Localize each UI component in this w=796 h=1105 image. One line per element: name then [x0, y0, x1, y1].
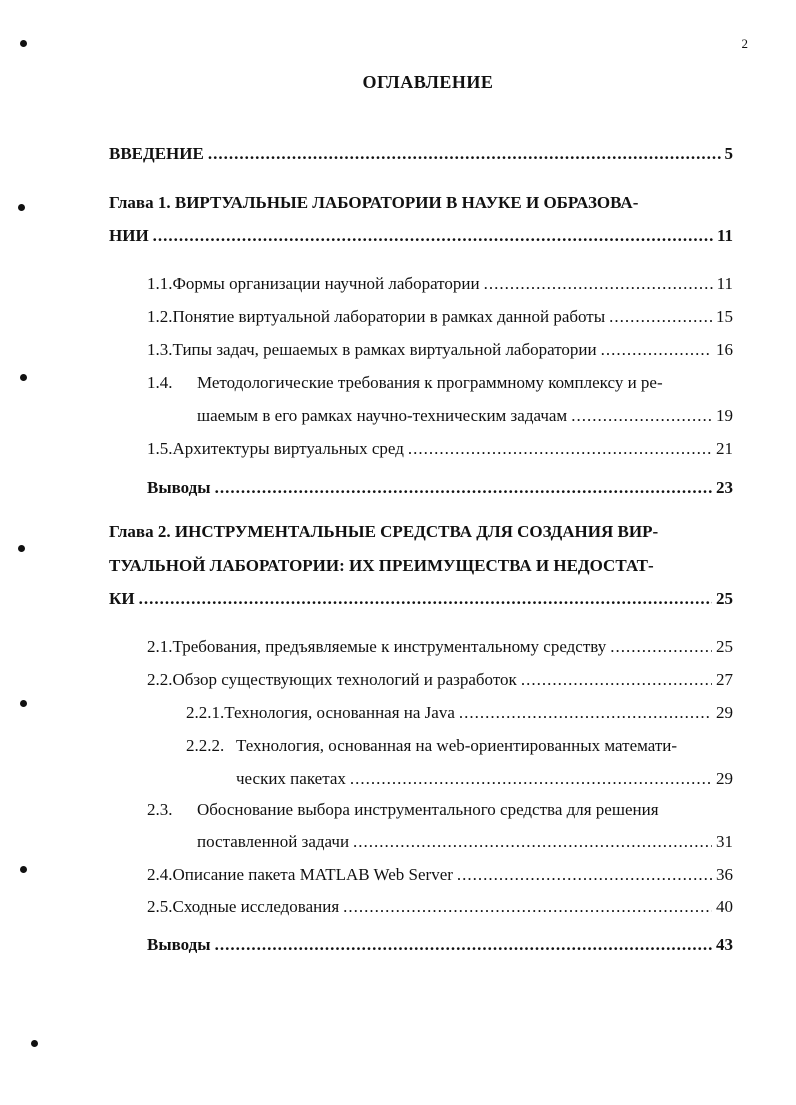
toc-section-number: 1.5. [147, 439, 173, 458]
leader-dots [215, 478, 712, 498]
toc-subsection-2-2-2-cont[interactable] [236, 769, 733, 793]
toc-summary-text: Выводы [147, 935, 211, 954]
toc-page-number: 11 [716, 226, 733, 245]
toc-section-2-2[interactable] [147, 670, 733, 694]
toc-section-1-5[interactable] [147, 439, 733, 463]
toc-section-2-1[interactable] [147, 637, 733, 661]
toc-chapter-title: Глава 2. ИНСТРУМЕНТАЛЬНЫЕ СРЕДСТВА ДЛЯ СОЗДАНИЯ ВИР- [109, 522, 659, 541]
toc-section-text-cont: поставленной задачи [197, 832, 350, 851]
page-number: 2 [741, 36, 748, 51]
toc-section-text: Сходные исследования [172, 897, 340, 916]
toc-page-number: 25 [716, 637, 733, 656]
binding-hole-mark [20, 700, 27, 707]
toc-chapter-1-line1[interactable] [109, 193, 638, 217]
leader-dots [484, 274, 713, 294]
toc-section-1-2[interactable] [147, 307, 733, 331]
leader-dots [609, 307, 712, 327]
leader-dots [208, 144, 721, 164]
toc-chapter-title: Глава 1. ВИРТУАЛЬНЫЕ ЛАБОРАТОРИИ В НАУКЕ И ОБРАЗОВА- [109, 193, 639, 212]
toc-section-text: Типы задач, решаемых в рамках виртуальной лаборатории [172, 340, 597, 359]
toc-chapter-title-cont: КИ [109, 589, 135, 608]
binding-hole-mark [20, 374, 27, 381]
toc-page-number: 11 [716, 274, 733, 293]
leader-dots [139, 589, 712, 609]
toc-page-number: 16 [716, 340, 733, 359]
leader-dots [408, 439, 712, 459]
leader-dots [571, 406, 712, 426]
toc-page-number: 36 [716, 865, 733, 884]
toc-section-text-cont: ческих пакетах [236, 769, 346, 788]
leader-dots [457, 865, 712, 885]
toc-page-number: 29 [716, 769, 733, 788]
leader-dots [153, 226, 713, 246]
toc-section-number: 1.4. [147, 373, 173, 392]
leader-dots [521, 670, 712, 690]
toc-page-number: 25 [716, 589, 733, 608]
toc-section-number: 2.5. [147, 897, 173, 916]
leader-dots [459, 703, 712, 723]
toc-chapter-1-line2[interactable] [109, 226, 733, 250]
toc-section-number: 2.1. [147, 637, 173, 656]
toc-section-2-5[interactable] [147, 897, 733, 921]
toc-section-1-4-cont[interactable] [197, 406, 733, 430]
toc-page-number: 40 [716, 897, 733, 916]
binding-hole-mark [31, 1040, 38, 1047]
toc-page-number: 19 [716, 406, 733, 425]
toc-section-1-3[interactable] [147, 340, 733, 364]
toc-chapter-2-line2[interactable] [109, 556, 654, 580]
binding-hole-mark [18, 204, 25, 211]
toc-summary-text: Выводы [147, 478, 211, 497]
toc-chapter-title-cont: НИИ [109, 226, 149, 245]
toc-section-text-cont: шаемым в его рамках научно-техническим задачам [197, 406, 568, 425]
leader-dots [343, 897, 712, 917]
toc-section-text: Требования, предъявляемые к инструментальному средству [172, 637, 607, 656]
toc-section-number: 1.2. [147, 307, 173, 326]
toc-section-1-4[interactable] [147, 373, 663, 397]
toc-section-text: Методологические требования к программному комплексу и ре- [197, 373, 663, 392]
toc-page-number: 29 [716, 703, 733, 722]
toc-section-number: 1.3. [147, 340, 173, 359]
toc-page-number: 21 [716, 439, 733, 458]
toc-chapter-2-line3[interactable] [109, 589, 733, 613]
leader-dots [601, 340, 712, 360]
toc-section-number: 2.3. [147, 800, 173, 819]
toc-section-number: 1.1. [147, 274, 173, 293]
binding-hole-mark [18, 545, 25, 552]
toc-section-2-4[interactable] [147, 865, 733, 889]
toc-page-number: 43 [716, 935, 733, 954]
toc-section-number: 2.2.2. [186, 736, 225, 755]
toc-section-number: 2.2. [147, 670, 173, 689]
toc-page-number: 27 [716, 670, 733, 689]
toc-section-text: Архитектуры виртуальных сред [172, 439, 404, 458]
toc-subsection-2-2-2[interactable] [186, 736, 677, 760]
leader-dots [215, 935, 712, 955]
leader-dots [350, 769, 712, 789]
binding-hole-mark [20, 866, 27, 873]
toc-section-2-3-cont[interactable] [197, 832, 733, 856]
toc-section-text: Формы организации научной лаборатории [172, 274, 480, 293]
toc-section-text: Технология, основанная на Java [224, 703, 455, 722]
leader-dots [610, 637, 712, 657]
page-title: ОГЛАВЛЕНИЕ [362, 72, 494, 92]
toc-page-number: 31 [716, 832, 733, 851]
binding-hole-mark [20, 40, 27, 47]
leader-dots [353, 832, 712, 852]
toc-page-number: 23 [716, 478, 733, 497]
toc-entry-intro[interactable] [109, 144, 733, 168]
toc-section-1-1[interactable] [147, 274, 733, 298]
toc-section-number: 2.2.1. [186, 703, 225, 722]
toc-section-text: Обоснование выбора инструментального средства для решения [197, 800, 659, 819]
toc-subsection-2-2-1[interactable] [186, 703, 733, 727]
toc-section-number: 2.4. [147, 865, 173, 884]
toc-chapter-2-line1[interactable] [109, 522, 658, 546]
toc-section-text: Технология, основанная на web-ориентированных математи- [236, 736, 678, 755]
toc-summary-ch1[interactable] [147, 478, 733, 502]
toc-section-text: Понятие виртуальной лаборатории в рамках данной работы [172, 307, 606, 326]
toc-section-text: Описание пакета MATLAB Web Server [172, 865, 453, 884]
toc-section-2-3[interactable] [147, 800, 659, 824]
toc-page-number: 5 [724, 144, 733, 163]
toc-entry-text: ВВЕДЕНИЕ [109, 144, 204, 163]
toc-section-text: Обзор существующих технологий и разработок [172, 670, 517, 689]
toc-summary-ch2[interactable] [147, 935, 733, 959]
toc-chapter-title-cont: ТУАЛЬНОЙ ЛАБОРАТОРИИ: ИХ ПРЕИМУЩЕСТВА И НЕДОСТАТ- [109, 556, 654, 575]
toc-page-number: 15 [716, 307, 733, 326]
